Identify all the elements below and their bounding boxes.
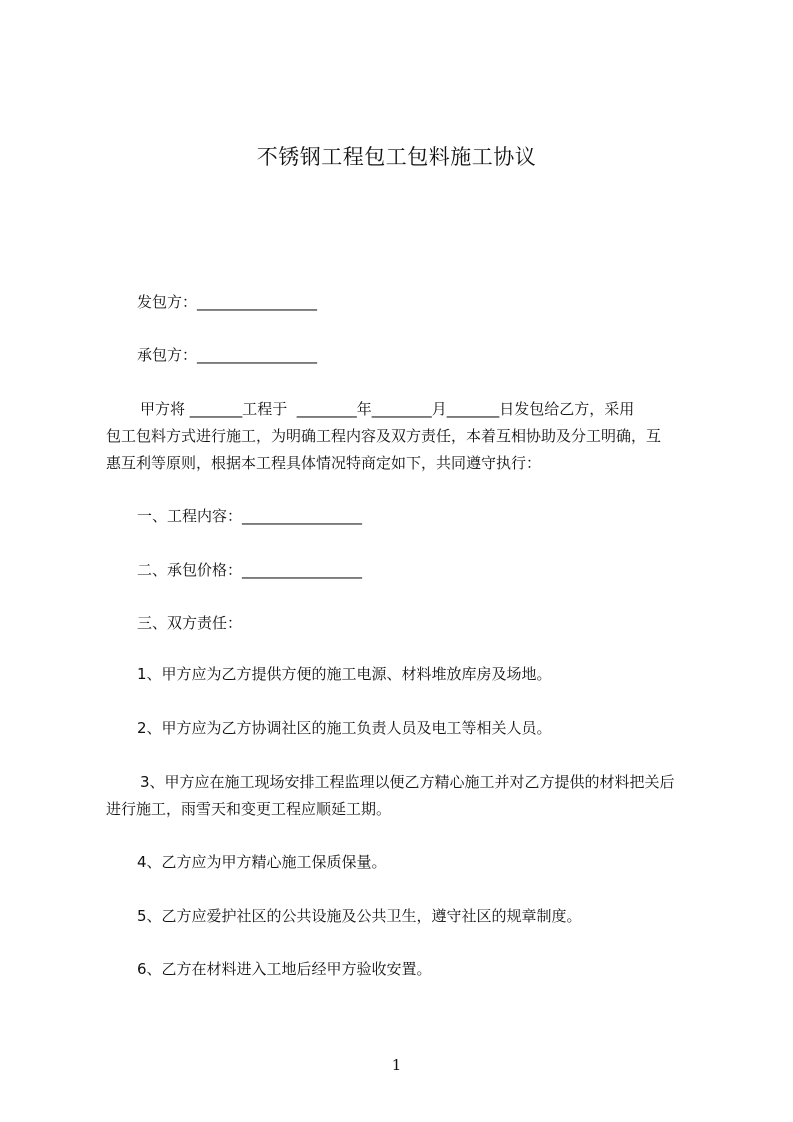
clause-1: 1、甲方应为乙方提供方便的施工电源、材料堆放库房及场地。 [137, 665, 552, 683]
page-number: 1 [391, 1056, 402, 1074]
document-title: 不锈钢工程包工包料施工协议 [256, 145, 537, 169]
section-responsibilities: 三、双方责任： [137, 614, 243, 632]
clause-3-continued: 进行施工，雨雪天和变更工程应顺延工期。 [106, 800, 392, 818]
intro-line-2: 包工包料方式进行施工，为明确工程内容及双方责任，本着互相协助及分工明确，互 [106, 427, 662, 445]
clause-2: 2、甲方应为乙方协调社区的施工负责人员及电工等相关人员。 [137, 719, 552, 737]
clause-3: 3、甲方应在施工现场安排工程监理以便乙方精心施工并对乙方提供的材料把关后 [140, 773, 675, 791]
issuer-line: 发包方：________________ [137, 293, 318, 311]
section-work-content: 一、工程内容：________________ [137, 507, 363, 525]
intro-line-3: 惠互利等原则，根据本工程具体情况特商定如下，共同遵守执行： [106, 454, 542, 472]
clause-5: 5、乙方应爱护社区的公共设施及公共卫生，遵守社区的规章制度。 [137, 907, 582, 925]
intro-line-1: 甲方将 _______工程于 ________年________月_______日发包给乙方，采用 [140, 400, 635, 418]
clause-4: 4、乙方应为甲方精心施工保质保量。 [137, 853, 387, 871]
section-contract-price: 二、承包价格：________________ [137, 561, 363, 579]
contractor-line: 承包方：________________ [137, 346, 318, 364]
clause-6: 6、乙方在材料进入工地后经甲方验收安置。 [137, 960, 432, 978]
